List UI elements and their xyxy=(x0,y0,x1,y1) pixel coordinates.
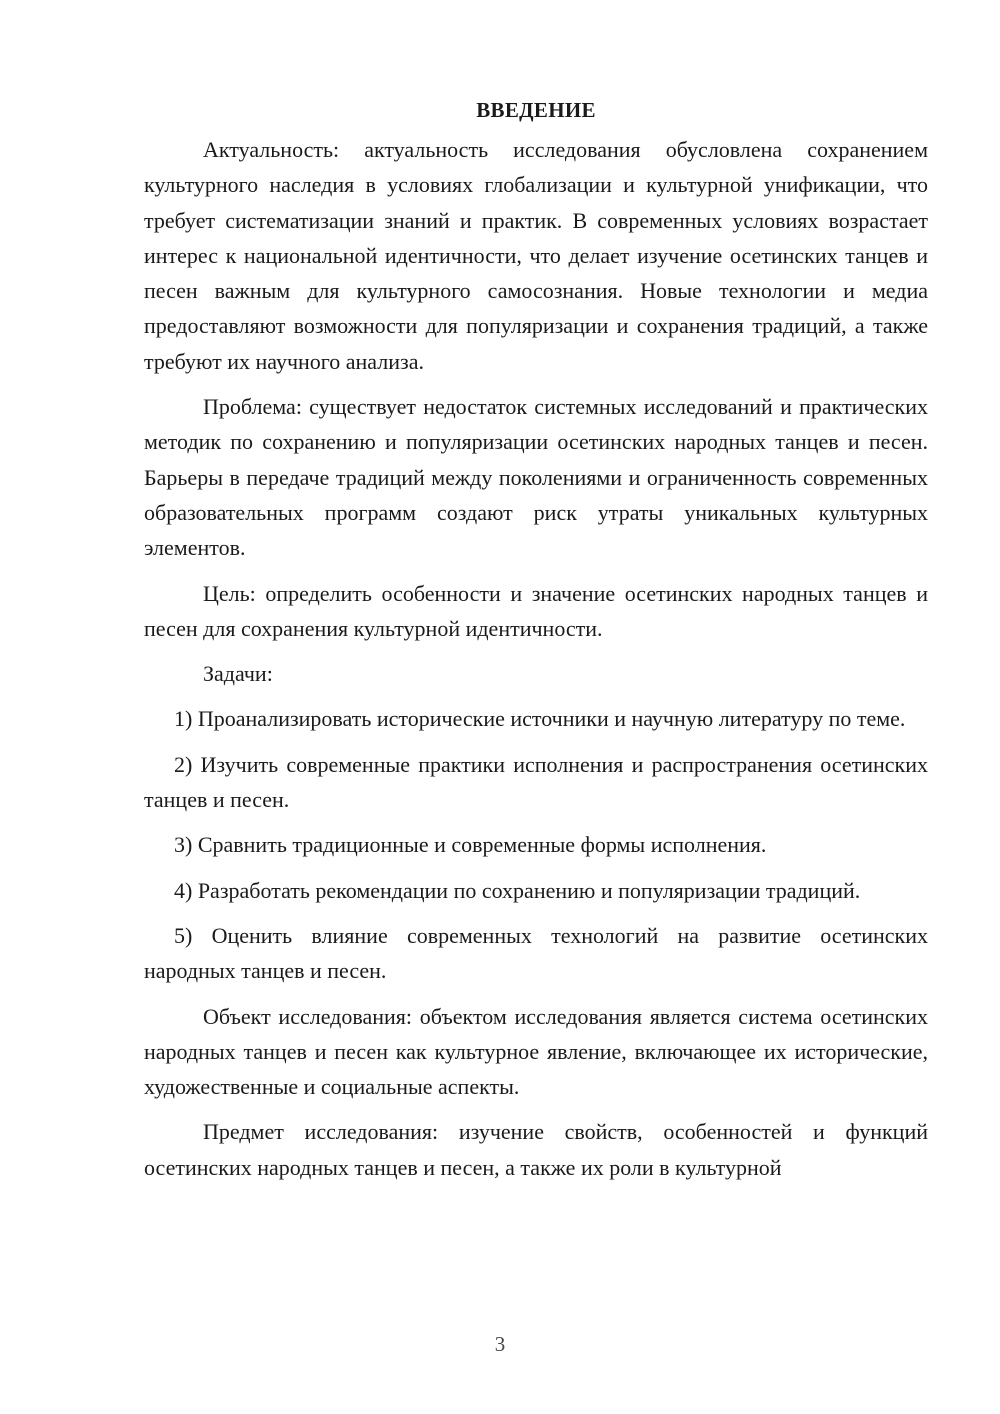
paragraph-subject: Предмет исследования: изучение свойств, особенностей и функций осетинских народных танцев и песен, а также их роли в культурной xyxy=(144,1119,928,1180)
document-page xyxy=(144,92,928,1185)
task-item-5: 5) Оценить влияние современных технологий на развитие осетинских народных танцев и песен. xyxy=(144,922,928,984)
page-heading: ВВЕДЕНИЕ xyxy=(476,98,596,122)
paragraph-problem: Проблема: существует недостаток системных исследований и практических методик по сохранению и популяризации осетинских народных танцев и песен. Барьеры в передаче традиций между поколениями и ограниченность современных образовательных программ создают риск утраты уникальных культурных элементов. xyxy=(144,394,928,561)
task-item-2: 2) Изучить современные практики исполнения и распространения осетинских танцев и песен. xyxy=(144,751,928,813)
task-item-3: 3) Сравнить традиционные и современные формы исполнения. xyxy=(174,832,767,858)
task-item-4: 4) Разработать рекомендации по сохранению и популяризации традиций. xyxy=(174,877,861,903)
paragraph-object: Объект исследования: объектом исследования является система осетинских народных танцев и песен как культурное явление, включающее их исторические, художественные и социальные аспекты. xyxy=(144,1003,928,1100)
paragraph-goal: Цель: определить особенности и значение осетинских народных танцев и песен для сохранения культурной идентичности. xyxy=(144,580,928,641)
task-item-1: 1) Проанализировать исторические источники и научную литературу по теме. xyxy=(174,706,906,732)
page-number: 3 xyxy=(494,1332,506,1356)
tasks-label: Задачи: xyxy=(203,661,273,687)
paragraph-relevance: Актуальность: актуальность исследования обусловлена сохранением культурного наследия в условиях глобализации и культурной унификации, что требует систематизации знаний и практик. В современных условиях возрастает интерес к национальной идентичности, что делает изучение осетинских танцев и песен важным для культурного самосознания. Новые технологии и медиа предоставляют возможности для популяризации и сохранения традиций, а также требуют их научного анализа. xyxy=(144,137,928,374)
